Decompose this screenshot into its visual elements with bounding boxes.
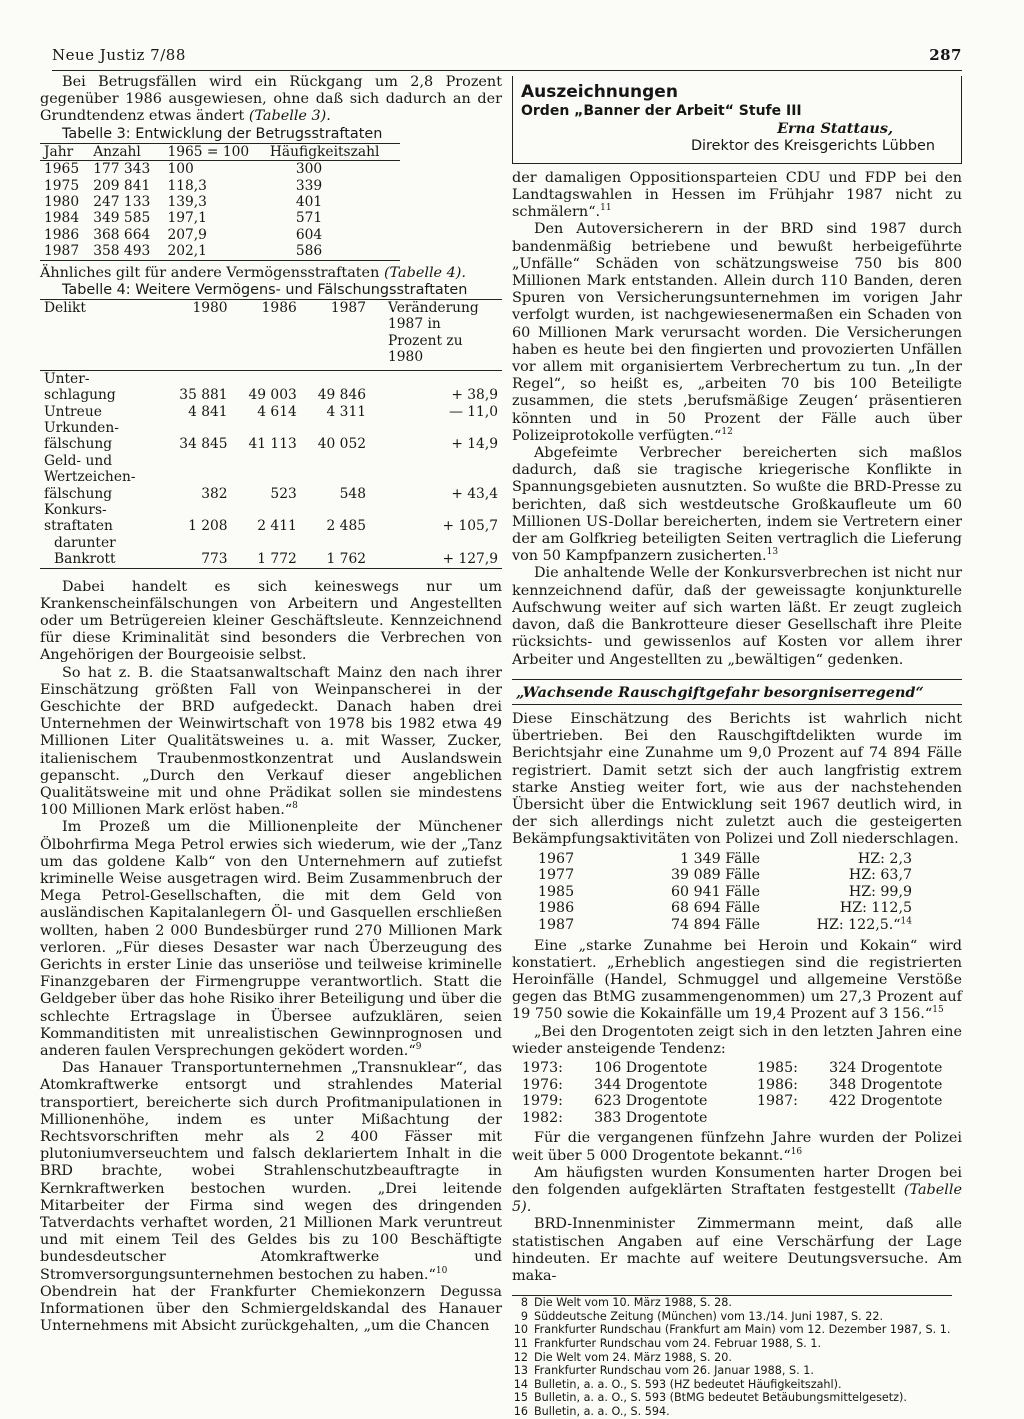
table-row: Urkunden- fälschung 34 845 41 113 40 052 + 14,9 bbox=[44, 419, 498, 453]
paragraph: Obendrein hat der Frankfurter Chemiekonzern Degussa Informationen über den Schmiergeldskandal des Hanauer Unternehmens mit Absicht zurückgehalten, „um die Chancen bbox=[40, 1283, 502, 1335]
table-header: 1980 bbox=[192, 300, 228, 317]
paragraph: Für die vergangenen fünfzehn Jahre wurden der Polizei weit über 5 000 Drogentote bekannt.“$^{16}$ bbox=[512, 1130, 962, 1164]
footnote: 10 Frankfurter Rundschau (Frankfurt am Main) vom 12. Dezember 1987, S. 1. bbox=[513, 1323, 951, 1337]
table-row: 1987 74 894 Fälle HZ: 122,5.“$^{14}$ bbox=[538, 916, 912, 933]
table-row: 1980 247 133 139,3 401 bbox=[44, 194, 323, 211]
paragraph: Ähnliches gilt für andere Vermögensstraftaten (Tabelle 4). bbox=[40, 264, 466, 281]
table-row: Untreue 4 841 4 614 4 311 — 11,0 bbox=[44, 403, 498, 420]
table-header: 1986 bbox=[261, 300, 297, 317]
paragraph: BRD-Innenminister Zimmermann meint, daß alle statistischen Angaben auf eine Verschärfung der Lage hindeuten. Er machte auf weitere Deutungsversuche. Am maka- bbox=[512, 1216, 962, 1284]
footnote: 8 Die Welt vom 10. März 1988, S. 28. bbox=[520, 1296, 732, 1310]
paragraph: „Bei den Drogentoten zeigt sich in den letzten Jahren eine wieder ansteigende Tendenz: bbox=[512, 1023, 962, 1057]
paragraph: Eine „starke Zunahme bei Heroin und Kokain“ wird konstatiert. „Erheblich angestiegen sind die registrierten Heroinfälle (Handel, Schmuggel und allgemeine Verstöße gegen das BtMG zusammengenommen) um 27,3 Prozent auf 19 750 sowie die Kokainfälle um 19,4 Prozent auf 3 156.“$^{15}$ bbox=[512, 937, 962, 1023]
award-box bbox=[512, 76, 962, 164]
table-row: 1982: 383 Drogentote bbox=[522, 1109, 708, 1126]
footnote: 16 Bulletin, a. a. O., S. 594. bbox=[513, 1404, 670, 1418]
table-row: darunter Bankrott 773 1 772 1 762 + 127,9 bbox=[40, 535, 502, 568]
table-header: 1965 = 100 bbox=[167, 143, 250, 160]
paragraph: Im Prozeß um die Millionenpleite der Münchener Ölbohrfirma Mega Petrol erwies sich wiederum, wie der „Tanz um das goldene Kalb“ von den Unternehmern auf zutiefst kriminelle Weise ausgetragen wird. Beim Zusammenbruch der Mega Petrol-Gesellschaften, die mit dem Geld von ausländischen Kapitalanlegern Öl- und Gasquellen erschließen wollten, haben 2 000 Bundesbürger rund 270 Millionen Mark verloren. „Für dieses Desaster war nach Überzeugung des Gerichts in erster Linie das unseriöse und teilweise kriminelle Finanzgebaren der Firmengruppe verantwortlich. Statt die Geldgeber über das hohe Risiko ihrer Beteiligung und über die schlechte Ertragslage in Übersee aufzuklären, seien Kommanditisten mit unrealistischen Gewinnprognosen und anderen faulen Versprechungen geködert worden.“$^9$ bbox=[40, 819, 502, 1060]
table3 bbox=[40, 143, 400, 261]
table-header: Delikt bbox=[44, 300, 86, 317]
table-row: 1986 368 664 207,9 604 bbox=[44, 226, 323, 243]
footnote: 11 Frankfurter Rundschau vom 24. Februar 1988, S. 1. bbox=[513, 1336, 822, 1350]
table-row: Geld- und Wertzeichen- fälschung 382 523 548 + 43,4 bbox=[44, 452, 498, 502]
paragraph: der damaligen Oppositionsparteien CDU und FDP bei den Landtagswahlen in Hessen im Frühjahr 1987 nicht zu schmälern“.$^{11}$ bbox=[512, 169, 962, 221]
paragraph: Abgefeimte Verbrecher bereicherten sich maßlos dadurch, daß sie tragische kriegerische Konflikte in Spannungsgebieten ausnutzten. So wußte die BRD-Presse zu berichten, daß sich westdeutsche Großkaufleute um 60 Millionen US-Dollar bereicherten, indem sie Vertretern einer der am Golfkrieg beteiligten Seiten vertraglich die Lieferung von 50 Kampfpanzern zusicherten.$^{13}$ bbox=[512, 445, 962, 565]
table-row: 1987 358 493 202,1 586 bbox=[40, 243, 400, 260]
paragraph: So hat z. B. die Staatsanwaltschaft Mainz den nach ihrer Einschätzung größten Fall von Weinpanscherei in der Geschichte der BRD aufgedeckt. Danach haben drei Unternehmen der Weinwirtschaft von 1978 bis 1982 etwa 49 Millionen Liter Qualitätsweines u. a. mit Wasser, Zucker, italienischem Traubenmostkonzentrat und Auslandswein gepanscht. „Durch den Verkauf dieser angeblichen Qualitätsweine mit und ohne Prädikat sollen sie mindestens 100 Millionen Mark erlöst haben.“$^8$ bbox=[40, 664, 502, 819]
footnote: 14 Bulletin, a. a. O., S. 593 (HZ bedeutet Häufigkeitszahl). bbox=[513, 1377, 842, 1391]
table-row: 1967 1 349 Fälle HZ: 2,3 bbox=[538, 850, 912, 867]
paragraph: Das Hanauer Transportunternehmen „Transnuklear“, das Atomkraftwerke entsorgt und strahlendes Material transportiert, bereicherte sich durch Profitmanipulationen in Millionenhöhe, indem es unter Mißachtung der Rechtsvorschriften mehr als 2 400 Fässer mit plutoniumverseuchtem und falsch deklariertem Inhalt in die BRD brachte, wobei Strahlenschutzbeauftragte in Kernkraftwerken bestochen wurden. „Drei leitende Mitarbeiter der Firma sind wegen des dringenden Tatverdachts verhaftet worden, 21 Millionen Mark veruntreut und mit einem Teil des Geldes bis zu 100 Beschäftigte bundesdeutscher Atomkraftwerke und Stromversorgungsunternehmen bestochen zu haben.“$^{10}$ bbox=[40, 1060, 502, 1283]
footnote: 9 Süddeutsche Zeitung (München) vom 13./14. Juni 1987, S. 22. bbox=[520, 1309, 884, 1323]
table-row: Unter- schlagung 35 881 49 003 49 846 + 38,9 bbox=[44, 370, 498, 404]
header-rule bbox=[52, 70, 962, 71]
paragraph: Bei Betrugsfällen wird ein Rückgang um 2,8 Prozent gegenüber 1986 ausgewiesen, ohne daß sich dadurch an der Grundtendenz etwas ändert (Tabelle 3). bbox=[40, 74, 502, 125]
drug-deaths-table bbox=[516, 1060, 962, 1126]
table-header: Häufigkeitszahl bbox=[269, 143, 380, 160]
award-title: Auszeichnungen bbox=[521, 82, 678, 102]
footnote: 12 Die Welt vom 24. März 1988, S. 20. bbox=[513, 1350, 732, 1364]
section-heading: „Wachsende Rauschgiftgefahr besorgniserregend“ bbox=[512, 679, 962, 705]
drug-cases-table bbox=[532, 851, 918, 934]
paragraph: Dabei handelt es sich keineswegs nur um Krankenscheinfälschungen von Arbeitern und Angestellten oder um Betrügereien kleiner Geschäftsleute. Kennzeichnend für diese Kriminalität sind besonders die Verbrechen von Angehörigen der Bourgeoisie selbst. bbox=[40, 578, 502, 664]
table-row: Konkurs- straftaten 1 208 2 411 2 485 + 105,7 bbox=[44, 501, 498, 535]
table-header: Veränderung 1987 in Prozent zu 1980 bbox=[388, 300, 479, 366]
table-row: 1977 39 089 Fälle HZ: 63,7 bbox=[538, 867, 912, 884]
page-number: 287 bbox=[929, 46, 962, 64]
footnote: 13 Frankfurter Rundschau vom 26. Januar 1988, S. 1. bbox=[513, 1364, 814, 1378]
left-column bbox=[40, 74, 502, 1336]
paragraph: Am häufigsten wurden Konsumenten harter Drogen bei den folgenden aufgeklärten Straftaten festgestellt (Tabelle 5). bbox=[512, 1164, 962, 1216]
paragraph: Diese Einschätzung des Berichts ist wahrlich nicht übertrieben. Bei den Rauschgiftdelikten wurde im Berichtsjahr eine Zunahme um 9,0 Prozent auf 74 894 Fälle registriert. Damit setzt sich der auch langfristig extrem starke Anstieg weiter fort, wie aus der nachstehenden Übersicht über die Entwicklung seit 1967 deutlich wird, in der sich allerdings nicht zuletzt auch die gesteigerten Bekämpfungsaktivitäten von Polizei und Zoll niederschlagen. bbox=[512, 710, 962, 848]
paragraph: Die anhaltende Welle der Konkursverbrechen ist nicht nur kennzeichnend dafür, daß der geweissagte konjunkturelle Aufschwung weiter auf sich warten läßt. Er zeugt zugleich davon, daß die Bankrotteure dieser Gesellschaft ihre Pleite rücksichts- und gewissenlos auf Kosten vor allem ihrer Arbeiter und Angestellten zu „bewältigen“ gedenken. bbox=[512, 565, 962, 668]
award-name: Erna Stattaus, bbox=[777, 120, 893, 138]
table-header: Anzahl bbox=[93, 143, 141, 160]
table-row: 1986 68 694 Fälle HZ: 112,5 bbox=[538, 900, 912, 917]
award-order: Orden „Banner der Arbeit“ Stufe III bbox=[521, 103, 802, 120]
paragraph: Den Autoversicherern in der BRD sind 1987 durch bandenmäßig betriebene und bewußt herbeigeführte „Unfälle“ Schäden von schätzungsweise 750 bis 800 Millionen Mark entstanden. Allein durch 110 Banden, deren Spuren von Versicherungsunternehmen im vorigen Jahr verfolgt wurden, ist nachgewiesenermaßen ein Schaden von 60 Millionen Mark verursacht worden. Die Versicherungen haben es heute bei den fingierten und provozierten Unfällen vor allem mit organisiertem Verbrechertum zu tun. „In der Regel“, so heißt es, „arbeiten 70 bis 100 Beteiligte zusammen, die stets ‚berufsmäßige Zeugen‘ präsentieren könnten und in 50 Prozent der Fälle auch über Polizeiprotokolle verfügten.“$^{12}$ bbox=[512, 221, 962, 444]
right-column bbox=[512, 74, 962, 1418]
table-row: 1976: 344 Drogentote 1986: 348 Drogentote bbox=[522, 1076, 943, 1093]
footnote: 15 Bulletin, a. a. O., S. 593 (BtMG bedeutet Betäubungsmittelgesetz). bbox=[513, 1391, 907, 1405]
table4 bbox=[40, 299, 502, 569]
award-role: Direktor des Kreisgerichts Lübben bbox=[690, 137, 935, 154]
table-header: Jahr bbox=[44, 143, 74, 160]
table-row: 1985 60 941 Fälle HZ: 99,9 bbox=[538, 883, 912, 900]
table3-caption: Tabelle 3: Entwicklung der Betrugsstraftaten bbox=[62, 125, 383, 142]
table-row: 1984 349 585 197,1 571 bbox=[44, 210, 323, 227]
table-row: 1973: 106 Drogentote 1985: 324 Drogentote bbox=[522, 1059, 943, 1076]
journal-header: Neue Justiz 7/88 bbox=[52, 46, 186, 64]
table-row: 1965 177 343 100 300 bbox=[44, 161, 323, 178]
table-row: 1979: 623 Drogentote 1987: 422 Drogentote bbox=[522, 1093, 943, 1110]
table-header: 1987 bbox=[330, 300, 366, 317]
table4-caption: Tabelle 4: Weitere Vermögens- und Fälschungsstraftaten bbox=[62, 281, 468, 298]
table-row: 1975 209 841 118,3 339 bbox=[44, 177, 323, 194]
